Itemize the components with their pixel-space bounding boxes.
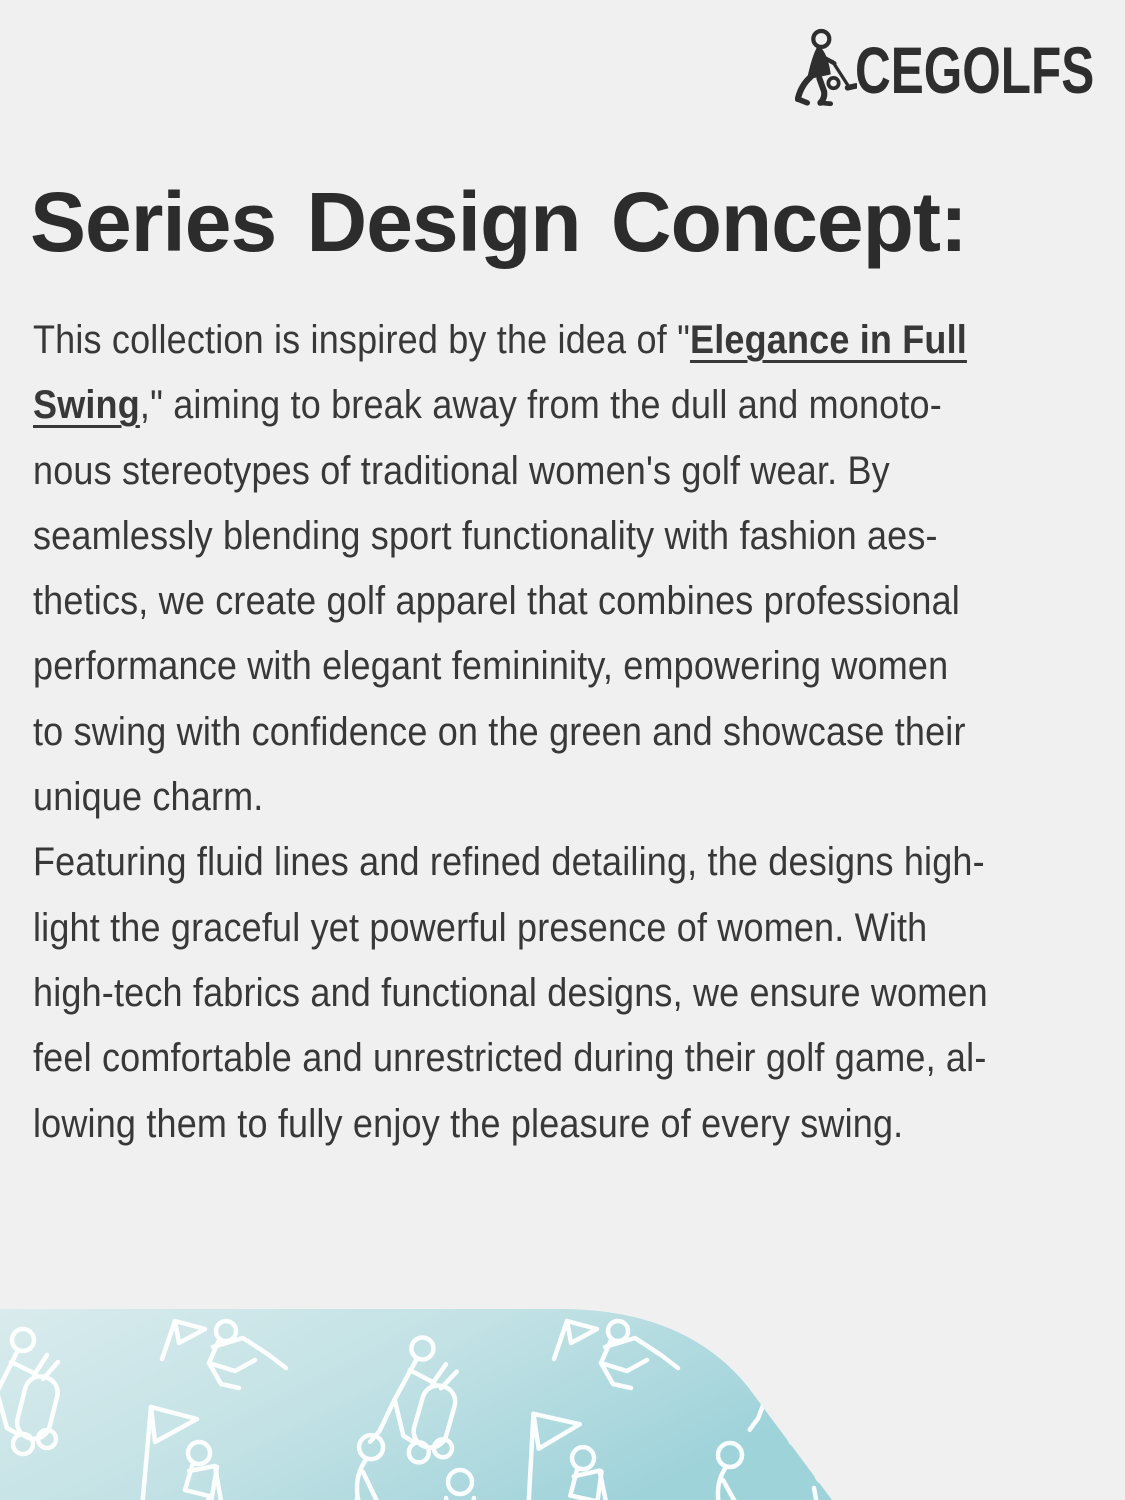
text-line	[33, 1026, 1125, 1091]
text-line	[33, 634, 1125, 699]
text-line	[33, 439, 1125, 504]
text-line	[33, 1092, 1125, 1157]
text-line	[33, 961, 1125, 1026]
text-segment: ," aiming to break away from the dull and monoto-	[139, 383, 942, 428]
text-line	[33, 373, 1125, 438]
brand-name: CEGOLFS	[855, 33, 1095, 107]
text-segment: to swing with confidence on the green and showcase their	[33, 709, 966, 754]
text-line	[33, 308, 1125, 373]
text-segment: high-tech fabrics and functional designs, we ensure women	[33, 970, 988, 1015]
text-segment: performance with elegant femininity, empowering women	[33, 644, 949, 689]
text-segment: light the graceful yet powerful presence of women. With	[33, 905, 928, 950]
footer-decoration	[0, 1309, 1125, 1500]
text-segment: nous stereotypes of traditional women's golf wear. By	[33, 448, 890, 493]
text-segment: Featuring fluid lines and refined detailing, the designs high-	[33, 840, 985, 885]
text-segment: This collection is inspired by the idea of "	[33, 318, 691, 362]
text-segment: feel comfortable and unrestricted during their golf game, al-	[33, 1036, 987, 1081]
emphasized-phrase: Elegance in Full	[690, 318, 967, 362]
flag-and-crouching-golfer-icon	[889, 1331, 979, 1472]
golfer-swinging-golf-club-icon	[795, 26, 857, 112]
text-segment: thetics, we create golf apparel that combines professional	[33, 579, 960, 624]
description-text	[33, 308, 1125, 1157]
text-line	[33, 569, 1125, 634]
text-line	[33, 504, 1125, 569]
emphasized-phrase: Swing	[33, 383, 140, 428]
text-segment: seamlessly blending sport functionality with fashion aes-	[33, 513, 938, 558]
text-line	[33, 700, 1125, 765]
text-line	[33, 765, 1125, 830]
text-line	[33, 896, 1125, 961]
page-title: Series Design Concept:	[30, 175, 967, 269]
text-segment: unique charm.	[33, 775, 264, 820]
text-segment: lowing them to fully enjoy the pleasure of every swing.	[33, 1101, 904, 1146]
brand-logo	[795, 26, 1100, 108]
text-line	[33, 830, 1125, 895]
